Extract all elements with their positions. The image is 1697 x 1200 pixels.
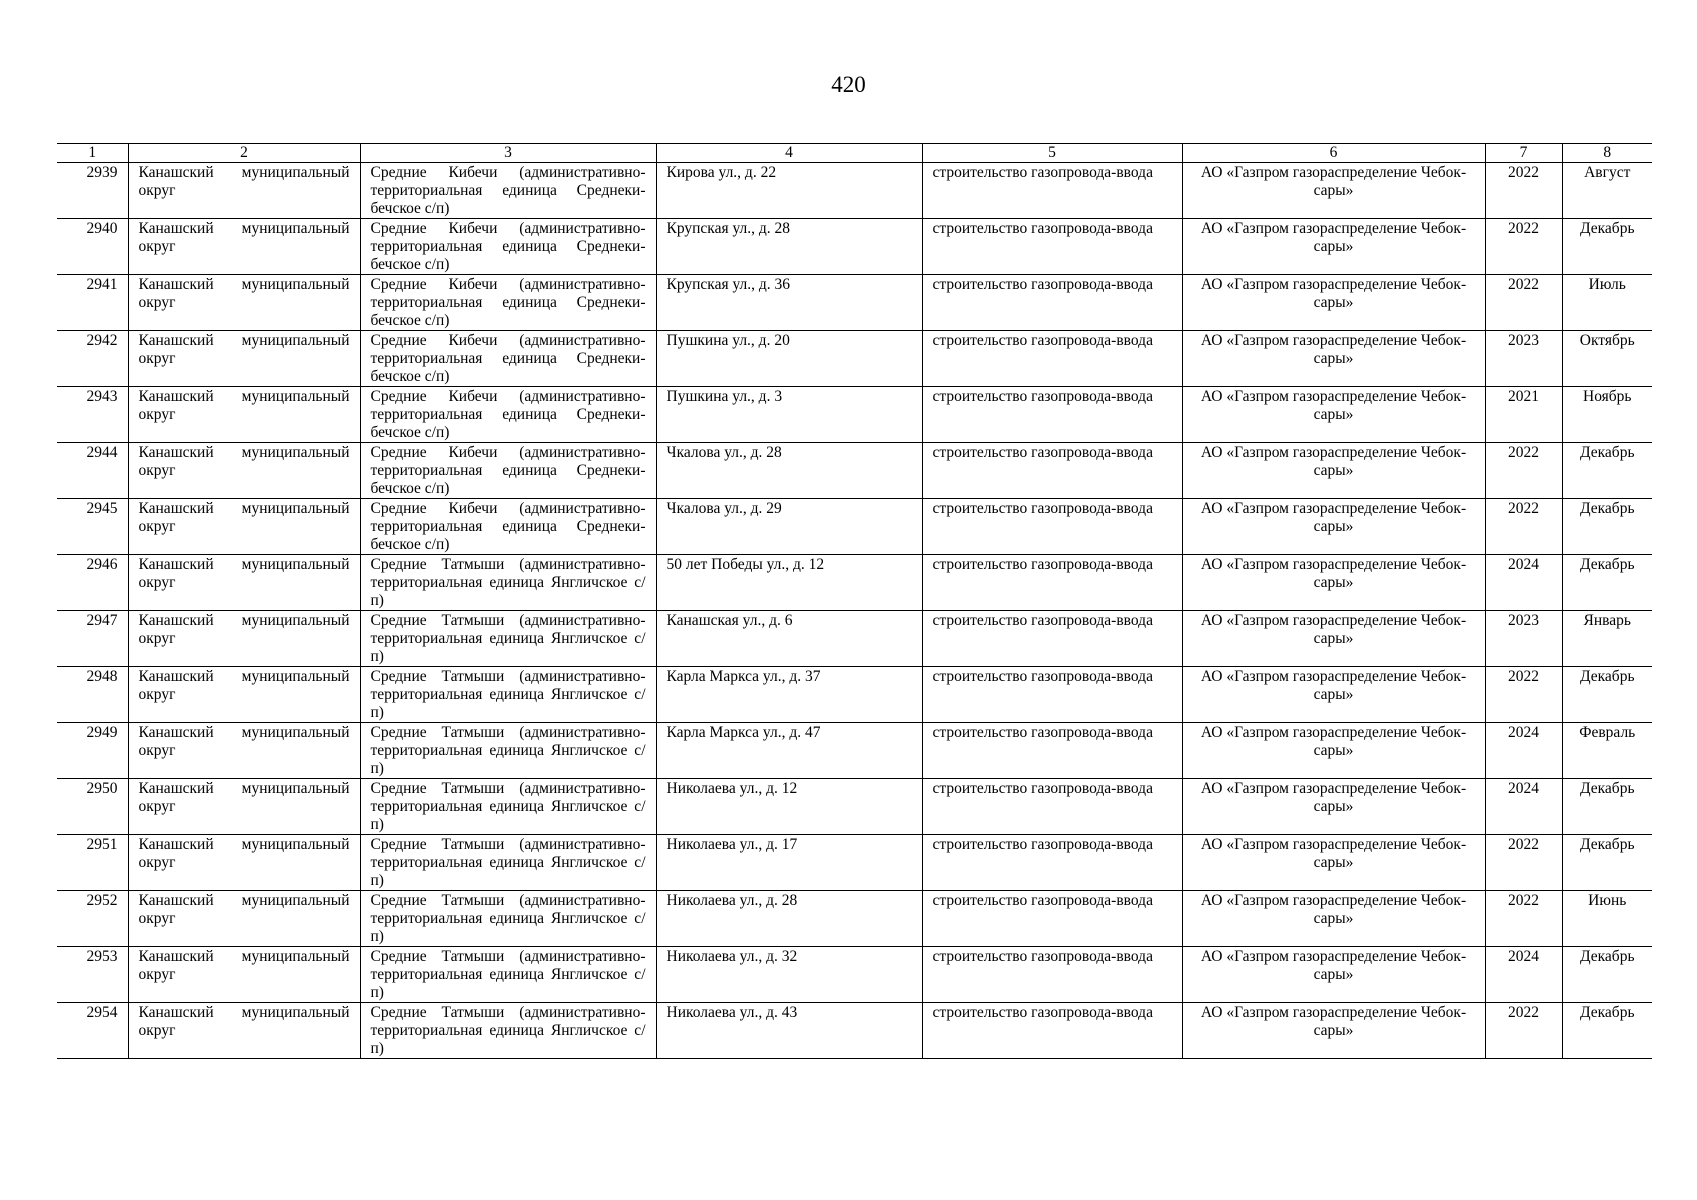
row-number: 2953 — [57, 947, 128, 1003]
address-cell: Пушкина ул., д. 20 — [656, 331, 922, 387]
organization-cell: АО «Газпром газораспределение Чебок-сары» — [1182, 779, 1485, 835]
row-number: 2943 — [57, 387, 128, 443]
year-cell: 2023 — [1485, 331, 1562, 387]
month-cell: Ноябрь — [1562, 387, 1652, 443]
address-cell: Карла Маркса ул., д. 37 — [656, 667, 922, 723]
organization-cell: АО «Газпром газораспределение Чебок-сары» — [1182, 723, 1485, 779]
organization-cell: АО «Газпром газораспределение Чебок-сары» — [1182, 499, 1485, 555]
organization-cell: АО «Газпром газораспределение Чебок-сары» — [1182, 667, 1485, 723]
month-cell: Декабрь — [1562, 779, 1652, 835]
organization-cell: АО «Газпром газораспределение Чебок-сары» — [1182, 891, 1485, 947]
table-header — [57, 144, 1652, 163]
row-number: 2951 — [57, 835, 128, 891]
locality-cell: Средние Татмыши (административно-территориальная единица Янгличское с/п) — [360, 723, 656, 779]
table-row — [57, 443, 1652, 499]
year-cell: 2022 — [1485, 443, 1562, 499]
address-cell: Николаева ул., д. 43 — [656, 1003, 922, 1059]
district-cell: Канашский муниципальный округ — [128, 499, 360, 555]
month-cell: Декабрь — [1562, 835, 1652, 891]
table-row — [57, 275, 1652, 331]
address-cell: Чкалова ул., д. 29 — [656, 499, 922, 555]
year-cell: 2022 — [1485, 275, 1562, 331]
address-cell: Чкалова ул., д. 28 — [656, 443, 922, 499]
row-number: 2949 — [57, 723, 128, 779]
district-cell: Канашский муниципальный округ — [128, 387, 360, 443]
address-cell: 50 лет Победы ул., д. 12 — [656, 555, 922, 611]
address-cell: Николаева ул., д. 17 — [656, 835, 922, 891]
address-cell: Николаева ул., д. 28 — [656, 891, 922, 947]
district-cell: Канашский муниципальный округ — [128, 1003, 360, 1059]
month-cell: Июль — [1562, 275, 1652, 331]
district-cell: Канашский муниципальный округ — [128, 611, 360, 667]
organization-cell: АО «Газпром газораспределение Чебок-сары» — [1182, 443, 1485, 499]
column-header-month: 8 — [1562, 144, 1652, 163]
locality-cell: Средние Кибечи (административно-территориальная единица Среднеки-бечское с/п) — [360, 443, 656, 499]
month-cell: Декабрь — [1562, 667, 1652, 723]
month-cell: Июнь — [1562, 891, 1652, 947]
work-type-cell: строительство газопровода-ввода — [922, 387, 1182, 443]
column-header-district: 2 — [128, 144, 360, 163]
work-type-cell: строительство газопровода-ввода — [922, 555, 1182, 611]
table-row — [57, 723, 1652, 779]
year-cell: 2022 — [1485, 219, 1562, 275]
year-cell: 2024 — [1485, 723, 1562, 779]
locality-cell: Средние Татмыши (административно-территориальная единица Янгличское с/п) — [360, 555, 656, 611]
month-cell: Декабрь — [1562, 947, 1652, 1003]
table-body — [57, 163, 1652, 1059]
row-number: 2940 — [57, 219, 128, 275]
header-row — [57, 144, 1652, 163]
year-cell: 2023 — [1485, 611, 1562, 667]
work-type-cell: строительство газопровода-ввода — [922, 331, 1182, 387]
table-row — [57, 555, 1652, 611]
column-header-address: 4 — [656, 144, 922, 163]
address-cell: Крупская ул., д. 36 — [656, 275, 922, 331]
month-cell: Август — [1562, 163, 1652, 219]
row-number: 2950 — [57, 779, 128, 835]
month-cell: Февраль — [1562, 723, 1652, 779]
table-row — [57, 219, 1652, 275]
organization-cell: АО «Газпром газораспределение Чебок-сары» — [1182, 1003, 1485, 1059]
locality-cell: Средние Кибечи (административно-территориальная единица Среднеки-бечское с/п) — [360, 499, 656, 555]
locality-cell: Средние Кибечи (административно-территориальная единица Среднеки-бечское с/п) — [360, 387, 656, 443]
district-cell: Канашский муниципальный округ — [128, 331, 360, 387]
row-number: 2939 — [57, 163, 128, 219]
address-cell: Пушкина ул., д. 3 — [656, 387, 922, 443]
year-cell: 2024 — [1485, 555, 1562, 611]
work-type-cell: строительство газопровода-ввода — [922, 835, 1182, 891]
organization-cell: АО «Газпром газораспределение Чебок-сары» — [1182, 331, 1485, 387]
address-cell: Николаева ул., д. 12 — [656, 779, 922, 835]
year-cell: 2022 — [1485, 835, 1562, 891]
address-cell: Кирова ул., д. 22 — [656, 163, 922, 219]
month-cell: Декабрь — [1562, 219, 1652, 275]
address-cell: Николаева ул., д. 32 — [656, 947, 922, 1003]
district-cell: Канашский муниципальный округ — [128, 275, 360, 331]
address-cell: Канашская ул., д. 6 — [656, 611, 922, 667]
locality-cell: Средние Татмыши (административно-территориальная единица Янгличское с/п) — [360, 947, 656, 1003]
work-type-cell: строительство газопровода-ввода — [922, 219, 1182, 275]
year-cell: 2024 — [1485, 779, 1562, 835]
district-cell: Канашский муниципальный округ — [128, 947, 360, 1003]
month-cell: Январь — [1562, 611, 1652, 667]
table-row — [57, 387, 1652, 443]
district-cell: Канашский муниципальный округ — [128, 163, 360, 219]
locality-cell: Средние Татмыши (административно-территориальная единица Янгличское с/п) — [360, 1003, 656, 1059]
row-number: 2942 — [57, 331, 128, 387]
table-row — [57, 331, 1652, 387]
work-type-cell: строительство газопровода-ввода — [922, 443, 1182, 499]
row-number: 2945 — [57, 499, 128, 555]
work-type-cell: строительство газопровода-ввода — [922, 499, 1182, 555]
organization-cell: АО «Газпром газораспределение Чебок-сары» — [1182, 555, 1485, 611]
locality-cell: Средние Татмыши (административно-территориальная единица Янгличское с/п) — [360, 891, 656, 947]
address-cell: Карла Маркса ул., д. 47 — [656, 723, 922, 779]
work-type-cell: строительство газопровода-ввода — [922, 723, 1182, 779]
row-number: 2941 — [57, 275, 128, 331]
work-type-cell: строительство газопровода-ввода — [922, 779, 1182, 835]
table-row — [57, 1003, 1652, 1059]
district-cell: Канашский муниципальный округ — [128, 555, 360, 611]
organization-cell: АО «Газпром газораспределение Чебок-сары» — [1182, 163, 1485, 219]
organization-cell: АО «Газпром газораспределение Чебок-сары» — [1182, 947, 1485, 1003]
gas-pipeline-registry-table — [57, 143, 1652, 1059]
table-row — [57, 667, 1652, 723]
year-cell: 2022 — [1485, 891, 1562, 947]
table-row — [57, 779, 1652, 835]
organization-cell: АО «Газпром газораспределение Чебок-сары» — [1182, 387, 1485, 443]
month-cell: Декабрь — [1562, 555, 1652, 611]
year-cell: 2022 — [1485, 163, 1562, 219]
column-header-year: 7 — [1485, 144, 1562, 163]
year-cell: 2022 — [1485, 1003, 1562, 1059]
work-type-cell: строительство газопровода-ввода — [922, 275, 1182, 331]
locality-cell: Средние Кибечи (административно-территориальная единица Среднеки-бечское с/п) — [360, 275, 656, 331]
table-row — [57, 163, 1652, 219]
organization-cell: АО «Газпром газораспределение Чебок-сары» — [1182, 219, 1485, 275]
organization-cell: АО «Газпром газораспределение Чебок-сары» — [1182, 611, 1485, 667]
month-cell: Декабрь — [1562, 499, 1652, 555]
district-cell: Канашский муниципальный округ — [128, 835, 360, 891]
locality-cell: Средние Татмыши (административно-территориальная единица Янгличское с/п) — [360, 611, 656, 667]
column-header-work-type: 5 — [922, 144, 1182, 163]
work-type-cell: строительство газопровода-ввода — [922, 947, 1182, 1003]
column-header-organization: 6 — [1182, 144, 1485, 163]
row-number: 2944 — [57, 443, 128, 499]
work-type-cell: строительство газопровода-ввода — [922, 611, 1182, 667]
row-number: 2946 — [57, 555, 128, 611]
work-type-cell: строительство газопровода-ввода — [922, 163, 1182, 219]
address-cell: Крупская ул., д. 28 — [656, 219, 922, 275]
year-cell: 2022 — [1485, 667, 1562, 723]
table-row — [57, 611, 1652, 667]
work-type-cell: строительство газопровода-ввода — [922, 667, 1182, 723]
work-type-cell: строительство газопровода-ввода — [922, 891, 1182, 947]
district-cell: Канашский муниципальный округ — [128, 779, 360, 835]
district-cell: Канашский муниципальный округ — [128, 219, 360, 275]
district-cell: Канашский муниципальный округ — [128, 723, 360, 779]
page-number: 420 — [831, 72, 866, 97]
row-number: 2948 — [57, 667, 128, 723]
table-row — [57, 499, 1652, 555]
row-number: 2947 — [57, 611, 128, 667]
district-cell: Канашский муниципальный округ — [128, 443, 360, 499]
district-cell: Канашский муниципальный округ — [128, 891, 360, 947]
locality-cell: Средние Татмыши (административно-территориальная единица Янгличское с/п) — [360, 835, 656, 891]
year-cell: 2022 — [1485, 499, 1562, 555]
locality-cell: Средние Татмыши (административно-территориальная единица Янгличское с/п) — [360, 667, 656, 723]
table-row — [57, 835, 1652, 891]
month-cell: Октябрь — [1562, 331, 1652, 387]
month-cell: Декабрь — [1562, 443, 1652, 499]
locality-cell: Средние Кибечи (административно-территориальная единица Среднеки-бечское с/п) — [360, 163, 656, 219]
row-number: 2954 — [57, 1003, 128, 1059]
year-cell: 2021 — [1485, 387, 1562, 443]
column-header-number: 1 — [57, 144, 128, 163]
row-number: 2952 — [57, 891, 128, 947]
table-row — [57, 891, 1652, 947]
column-header-locality: 3 — [360, 144, 656, 163]
table-row — [57, 947, 1652, 1003]
locality-cell: Средние Татмыши (административно-территориальная единица Янгличское с/п) — [360, 779, 656, 835]
locality-cell: Средние Кибечи (административно-территориальная единица Среднеки-бечское с/п) — [360, 331, 656, 387]
work-type-cell: строительство газопровода-ввода — [922, 1003, 1182, 1059]
locality-cell: Средние Кибечи (административно-территориальная единица Среднеки-бечское с/п) — [360, 219, 656, 275]
organization-cell: АО «Газпром газораспределение Чебок-сары» — [1182, 275, 1485, 331]
district-cell: Канашский муниципальный округ — [128, 667, 360, 723]
year-cell: 2024 — [1485, 947, 1562, 1003]
organization-cell: АО «Газпром газораспределение Чебок-сары» — [1182, 835, 1485, 891]
month-cell: Декабрь — [1562, 1003, 1652, 1059]
